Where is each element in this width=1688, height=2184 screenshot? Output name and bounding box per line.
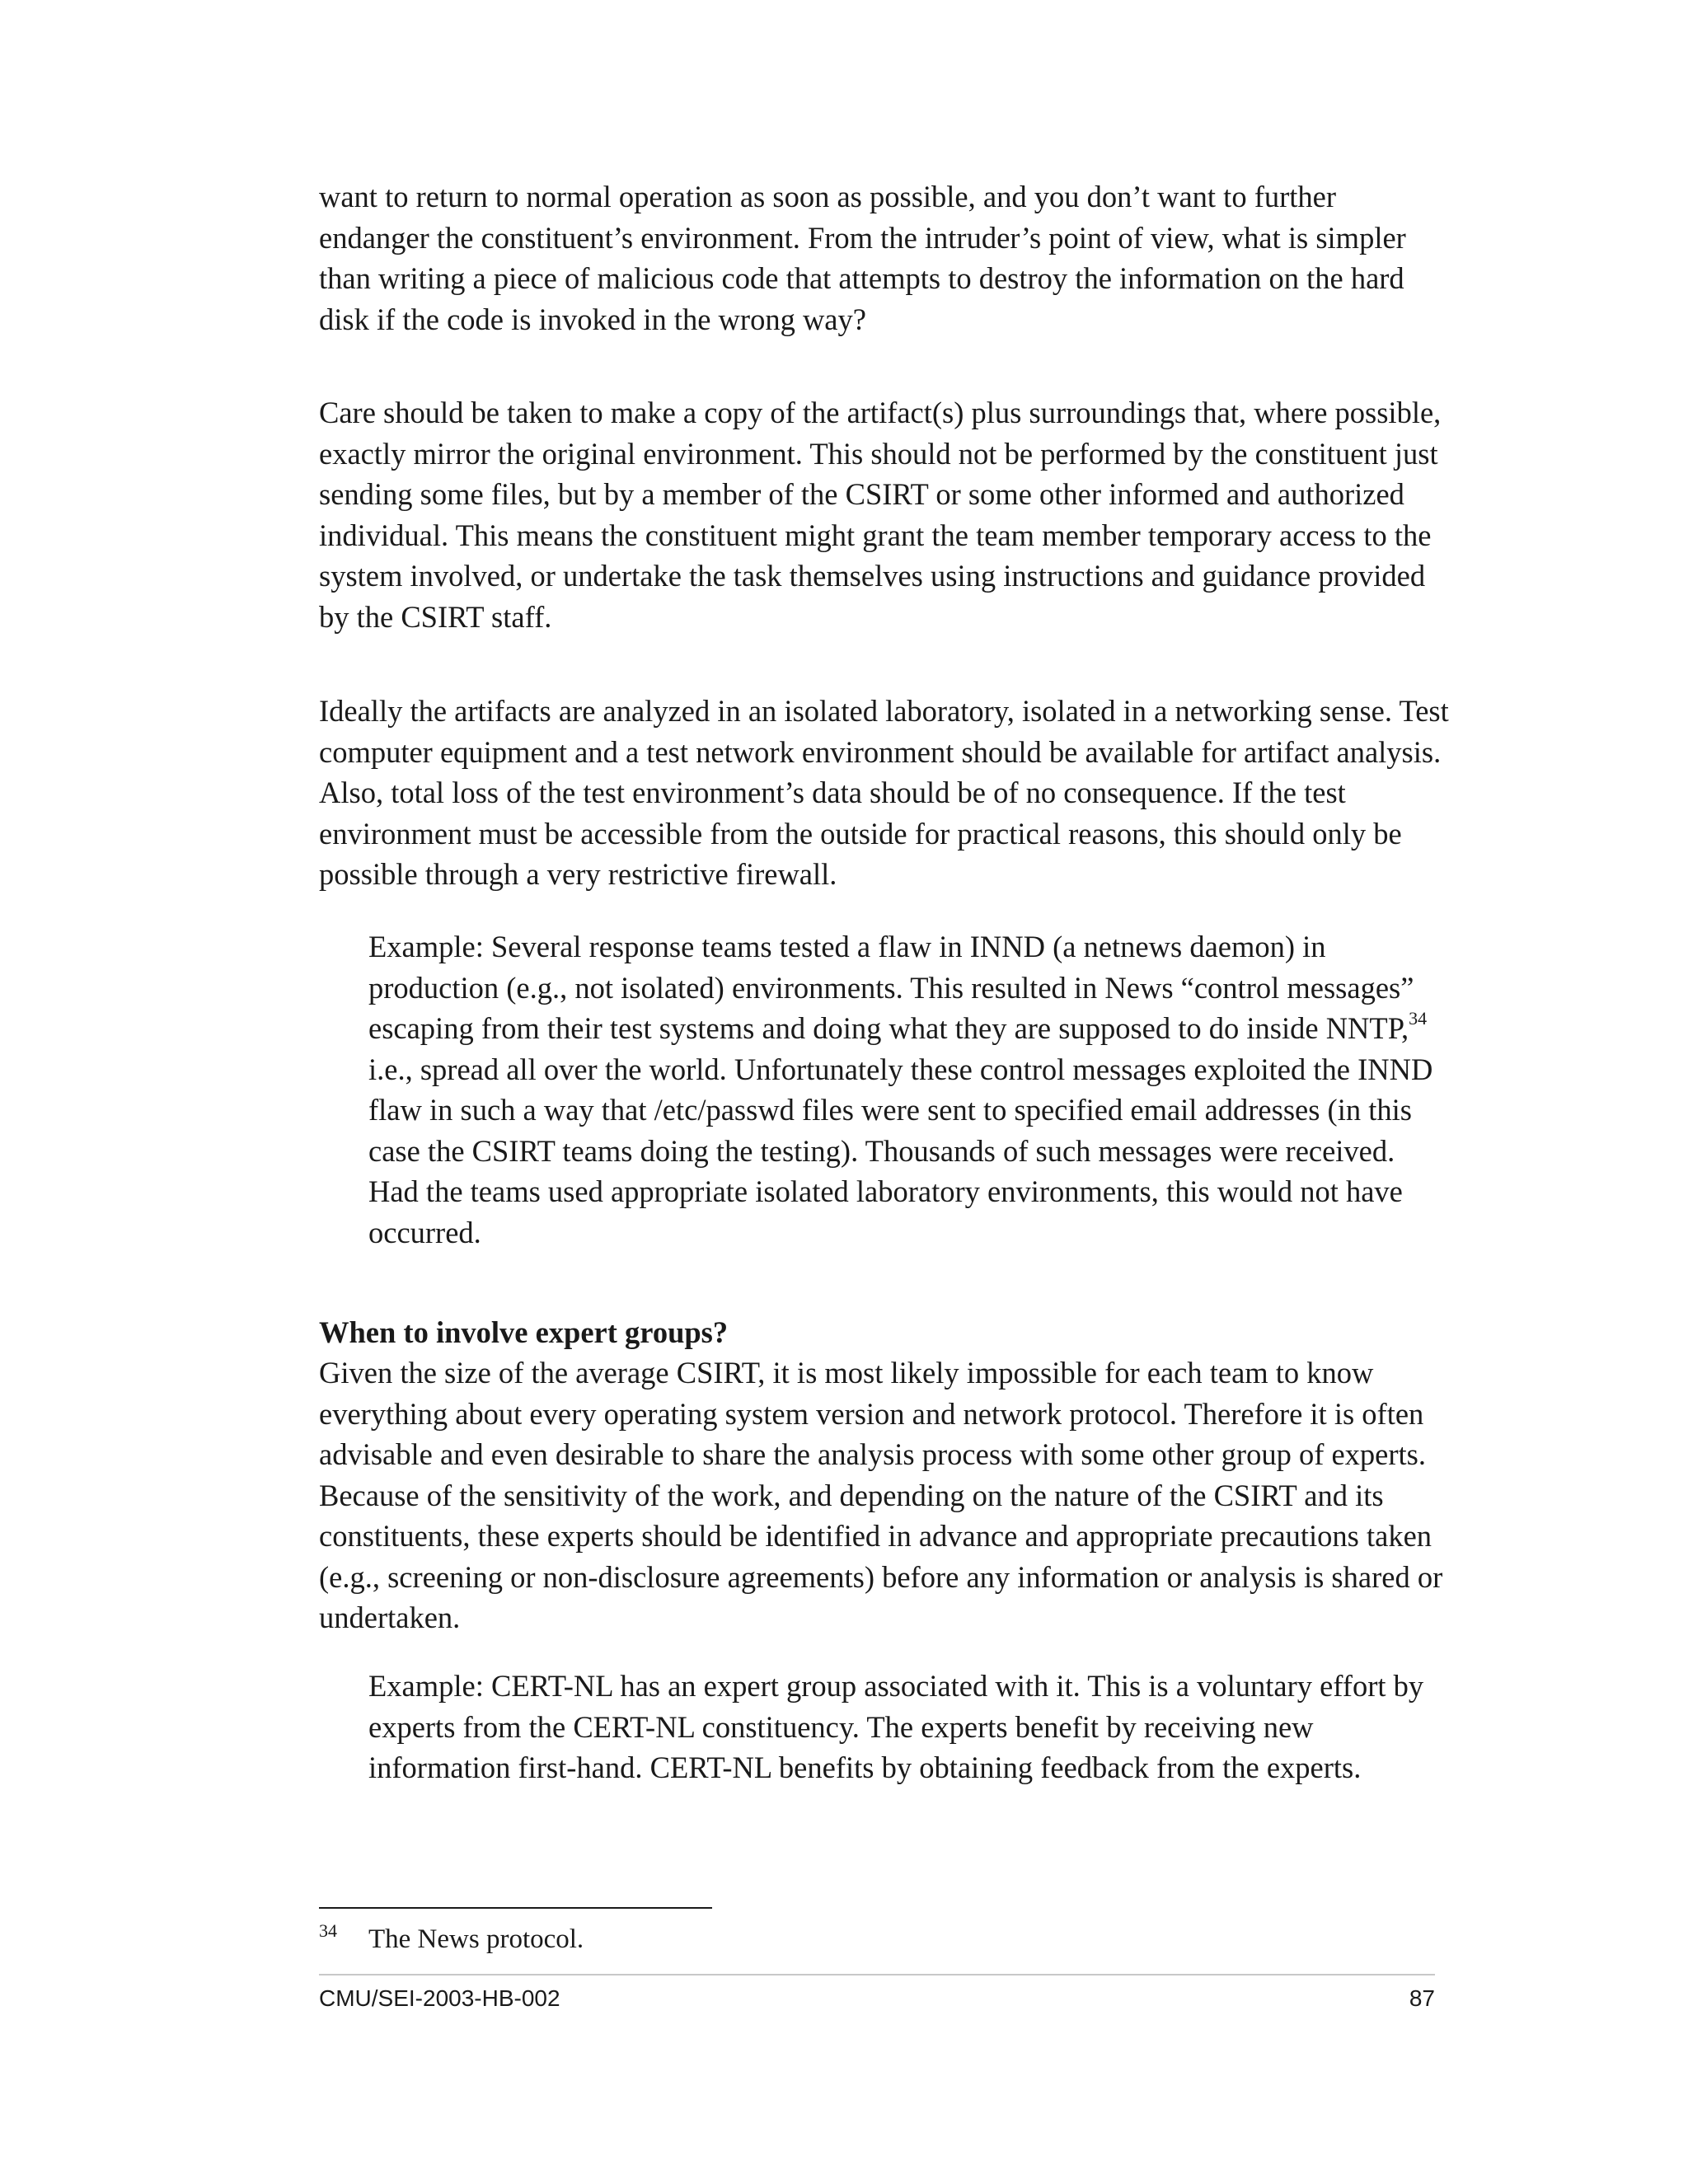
body-paragraph-2 — [319, 392, 1448, 637]
text-line: by the CSIRT staff. — [319, 599, 552, 634]
text-line: case the CSIRT teams doing the testing). Thousands of such messages were received. — [368, 1133, 1395, 1168]
text-line: undertaken. — [319, 1601, 461, 1634]
text-line: experts from the CERT-NL constituency. The experts benefit by receiving new — [368, 1709, 1314, 1744]
footnote-reference[interactable]: 34 — [1409, 1007, 1428, 1029]
text-line: individual. This means the constituent might grant the team member temporary access to the — [319, 518, 1432, 552]
footnote-text: The News protocol. — [368, 1924, 584, 1954]
text-line: production (e.g., not isolated) environments. This resulted in News “control messages” — [368, 970, 1414, 1005]
text-line: Because of the sensitivity of the work, and depending on the nature of the CSIRT and its — [319, 1478, 1384, 1512]
text-line: environment must be accessible from the outside for practical reasons, this should only be — [319, 816, 1402, 851]
footnote-number: 34 — [319, 1920, 337, 1941]
text-line: sending some files, but by a member of the CSIRT or some other informed and authorized — [319, 477, 1404, 511]
text-line: system involved, or undertake the task themselves using instructions and guidance provided — [319, 559, 1426, 593]
section-paragraph — [319, 1352, 1448, 1638]
text-segment: escaping from their test systems and doing what they are supposed to do inside NNTP, — [368, 1011, 1409, 1045]
section-heading: When to involve expert groups? — [319, 1315, 729, 1349]
text-line: i.e., spread all over the world. Unfortunately these control messages exploited the INND — [368, 1052, 1433, 1086]
text-line: Also, total loss of the test environment’s data should be of no consequence. If the test — [319, 776, 1346, 809]
text-line: everything about every operating system version and network protocol. Therefore it is often — [319, 1396, 1424, 1431]
body-paragraph-1 — [319, 176, 1448, 340]
text-line: Had the teams used appropriate isolated laboratory environments, this would not have — [368, 1174, 1403, 1208]
text-line: than writing a piece of malicious code that attempts to destroy the information on the hard — [319, 261, 1404, 295]
text-line: information first-hand. CERT-NL benefits by obtaining feedback from the experts. — [368, 1750, 1362, 1784]
body-paragraph-3 — [319, 691, 1448, 895]
document-id: CMU/SEI-2003-HB-002 — [319, 1985, 560, 2011]
text-line: possible through a very restrictive firewall. — [319, 857, 837, 891]
text-line: advisable and even desirable to share the analysis process with some other group of experts. — [319, 1437, 1426, 1471]
text-line: Example: Several response teams tested a flaw in INND (a netnews daemon) in — [368, 930, 1326, 963]
page-number: 87 — [1409, 1985, 1435, 2011]
text-line: computer equipment and a test network environment should be available for artifact analysis. — [319, 734, 1442, 769]
example-block-2 — [368, 1666, 1448, 1788]
text-line: want to return to normal operation as soon as possible, and you don’t want to further — [319, 180, 1336, 213]
text-line: Ideally the artifacts are analyzed in an isolated laboratory, isolated in a networking sense. Test — [319, 694, 1449, 728]
example-block-1 — [368, 926, 1448, 1253]
text-line: Example: CERT-NL has an expert group associated with it. This is a voluntary effort by — [368, 1669, 1424, 1703]
text-line: endanger the constituent’s environment. From the intruder’s point of view, what is simpler — [319, 220, 1406, 255]
footnote-divider — [319, 1907, 712, 1909]
text-line: Care should be taken to make a copy of the artifact(s) plus surroundings that, where possible, — [319, 396, 1442, 429]
footer-divider — [319, 1974, 1435, 1975]
text-line: disk if the code is invoked in the wrong way? — [319, 302, 866, 336]
text-line: occurred. — [368, 1215, 481, 1249]
text-line: constituents, these experts should be identified in advance and appropriate precautions taken — [319, 1519, 1432, 1553]
text-line: Given the size of the average CSIRT, it is most likely impossible for each team to know — [319, 1356, 1374, 1390]
text-line-with-footnote — [368, 1008, 1448, 1049]
text-line: exactly mirror the original environment. This should not be performed by the constituent just — [319, 436, 1438, 471]
text-line: flaw in such a way that /etc/passwd files were sent to specified email addresses (in this — [368, 1093, 1412, 1127]
text-line: (e.g., screening or non-disclosure agreements) before any information or analysis is shared or — [319, 1559, 1443, 1594]
